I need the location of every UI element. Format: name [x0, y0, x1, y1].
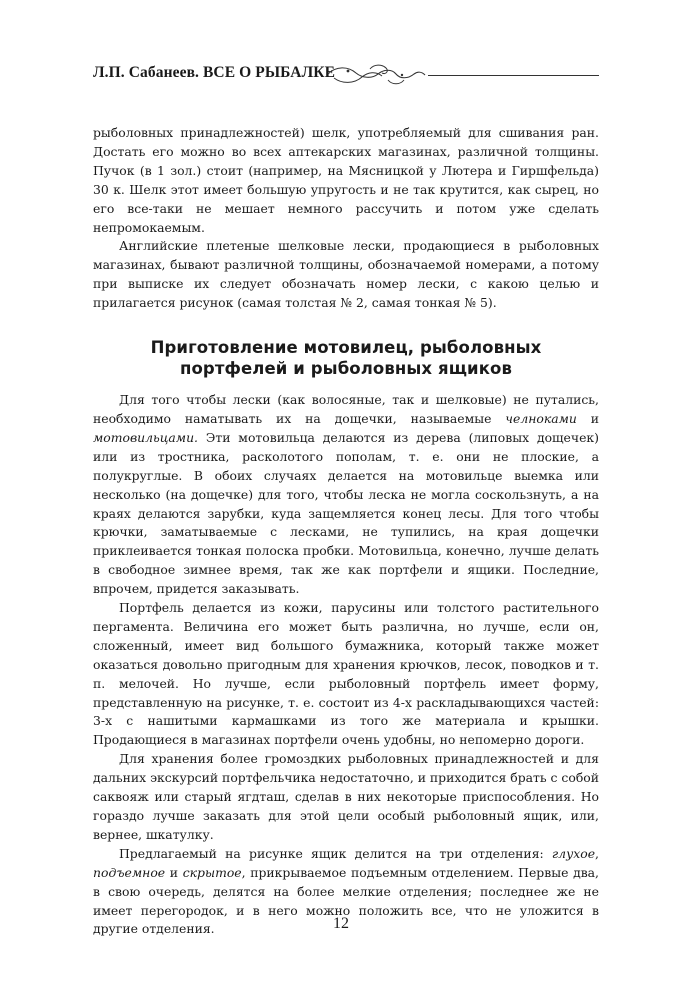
section-heading-line-2: портфелей и рыболовных ящиков: [180, 359, 512, 379]
italic-term: челноками: [505, 410, 577, 426]
text-run: Для того чтобы лески (как волосяные, так и шелковые) не путались, необходимо наматывать их на дощечки, называемые: [93, 392, 599, 426]
italic-term: мотовильцами.: [93, 429, 198, 445]
text-run: и: [165, 864, 183, 880]
page-body: [93, 124, 599, 939]
italic-term: подъемное: [93, 864, 166, 880]
paragraph: рыболовных принадлежностей) шелк, употребляемый для сшивания ран. Достать его можно во всех аптекарских магазинах, различной толщины. Пучок (в 1 зол.) стоит (например, на Мясницкой у Лютера и Гиршфельда) 30 к. Шелк этот имеет большую упругость и не так крутится, как сырец, но его все-таки не мешает немного рассучить и потом уже сделать непромокаемым.: [93, 125, 599, 235]
paragraph: Английские плетеные шелковые лески, продающиеся в рыболовных магазинах, бывают различной толщины, обозначаемой номерами, а потому при выписке их следует обозначать номер лески, с какою целью и прилагается рисунок (самая толстая № 2, самая тонкая № 5).: [93, 238, 599, 311]
section-heading-line-1: Приготовление мотовилец, рыболовных: [150, 338, 542, 358]
flourish-ornament-icon: [326, 60, 426, 90]
paragraph: Для хранения более громоздких рыболовных принадлежностей и для дальних экскурсий портфельчика недостаточно, и приходится брать с собой саквояж или старый ягдташ, сделав в них некоторые приспособления. Но гораздо лучше заказать для этой цели особый рыболовный ящик, или, вернее, шкатулку.: [93, 751, 600, 842]
text-run: Эти мотовильца делаются из дерева (липовых дощечек) или из тростника, расколотого пополам, т. е. они не плоские, а полукруглые. В обоих случаях делается на мотовильце выемка или несколько (на дощечке) для того, чтобы леска не могла соскользнуть, а на краях делаются зарубки, куда защемляется конец лесы. Для того чтобы крючки, заматываемые с лесками, не тупились, на края дощечки приклеивается тонкая полоска пробки. Мотовильца, конечно, лучше делать в свободное зимнее время, так же как портфели и ящики. Последние, впрочем, придется заказывать.: [93, 429, 599, 597]
page-number: 12: [333, 915, 349, 932]
running-header: [93, 58, 599, 88]
section-heading: [93, 337, 599, 379]
text-run: , прикрываемое подъемным отделением. Первые два, в свою очередь, делятся на более мелкие отделения; последнее же не имеет перегородок, и в него можно положить все, что не уложится в другие отделения.: [93, 864, 599, 937]
text-run: ,: [595, 845, 599, 861]
paragraph: [93, 391, 599, 599]
text-run: Предлагаемый на рисунке ящик делится на три отделения:: [119, 845, 552, 861]
italic-term: глухое: [551, 845, 596, 861]
header-title: Л.П. Сабанеев. ВСЕ О РЫБАЛКЕ: [93, 64, 336, 81]
text-run: и: [576, 410, 600, 426]
paragraph: Портфель делается из кожи, парусины или толстого растительного пергамента. Величина его может быть различна, но лучше, если он, сложенный, имеет вид большого бумажника, который также может оказаться довольно пригодным для хранения крючков, лесок, поводков и т. п. мелочей. Но лучше, если рыболовный портфель имеет форму, представленную на рисунке, т. е. состоит из 4-х раскладывающихся частей: 3-х с нашитыми кармашками из того же материала и крышки. Продающиеся в магазинах портфели очень удобны, но непомерно дороги.: [93, 600, 599, 748]
italic-term: скрытое: [182, 864, 242, 880]
header-rule: [428, 75, 599, 76]
